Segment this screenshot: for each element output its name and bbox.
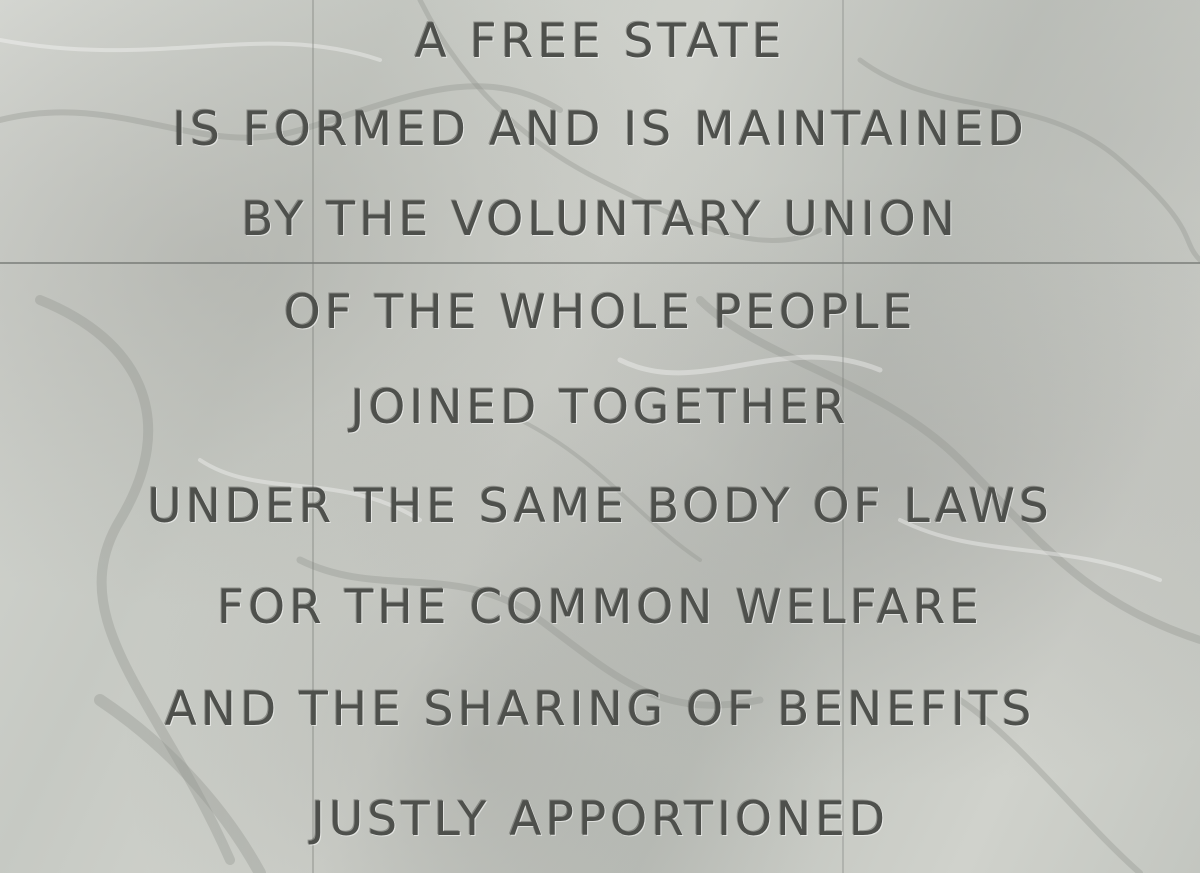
inscription-line: FOR THE COMMON WELFARE <box>217 580 983 635</box>
inscription-line: JOINED TOGETHER <box>350 380 850 435</box>
inscription-line: AND THE SHARING OF BENEFITS <box>164 682 1036 737</box>
inscription-line: OF THE WHOLE PEOPLE <box>283 285 917 340</box>
inscription-line: UNDER THE SAME BODY OF LAWS <box>147 479 1053 534</box>
inscription-line: IS FORMED AND IS MAINTAINED <box>172 102 1028 157</box>
inscription-line: A FREE STATE <box>414 14 786 69</box>
inscription-line: BY THE VOLUNTARY UNION <box>241 192 959 247</box>
inscription-line: JUSTLY APPORTIONED <box>310 792 890 847</box>
